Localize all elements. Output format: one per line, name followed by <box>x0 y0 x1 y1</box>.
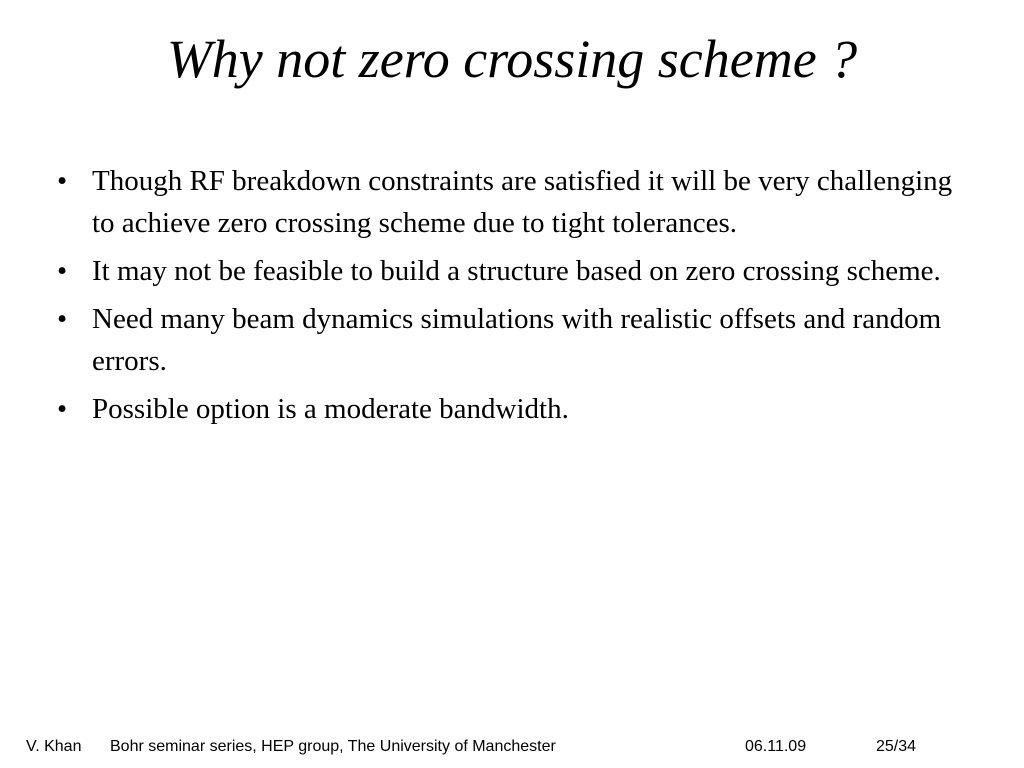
bullet-icon: • <box>57 393 68 425</box>
bullet-item <box>57 160 957 244</box>
bullet-item <box>57 388 957 430</box>
footer-page-number: 25/34 <box>876 738 917 755</box>
bullet-text: Though RF breakdown constraints are satisfied it will be very challenging to achieve zero crossing scheme due to tight tolerances. <box>92 165 953 239</box>
bullet-icon: • <box>57 255 68 287</box>
slide-footer <box>0 737 1024 757</box>
bullet-text: It may not be feasible to build a structure based on zero crossing scheme. <box>92 255 941 287</box>
slide-title: Why not zero crossing scheme ? <box>166 29 858 89</box>
footer-date: 06.11.09 <box>745 738 807 755</box>
bullet-list <box>57 160 957 436</box>
bullet-text: Need many beam dynamics simulations with realistic offsets and random errors. <box>92 303 942 377</box>
bullet-icon: • <box>57 303 68 335</box>
footer-author: V. Khan <box>26 738 82 755</box>
bullet-item <box>57 298 957 382</box>
footer-event: Bohr seminar series, HEP group, The University of Manchester <box>110 738 556 755</box>
bullet-item <box>57 250 957 292</box>
bullet-icon: • <box>57 165 68 197</box>
bullet-text: Possible option is a moderate bandwidth. <box>92 393 569 425</box>
